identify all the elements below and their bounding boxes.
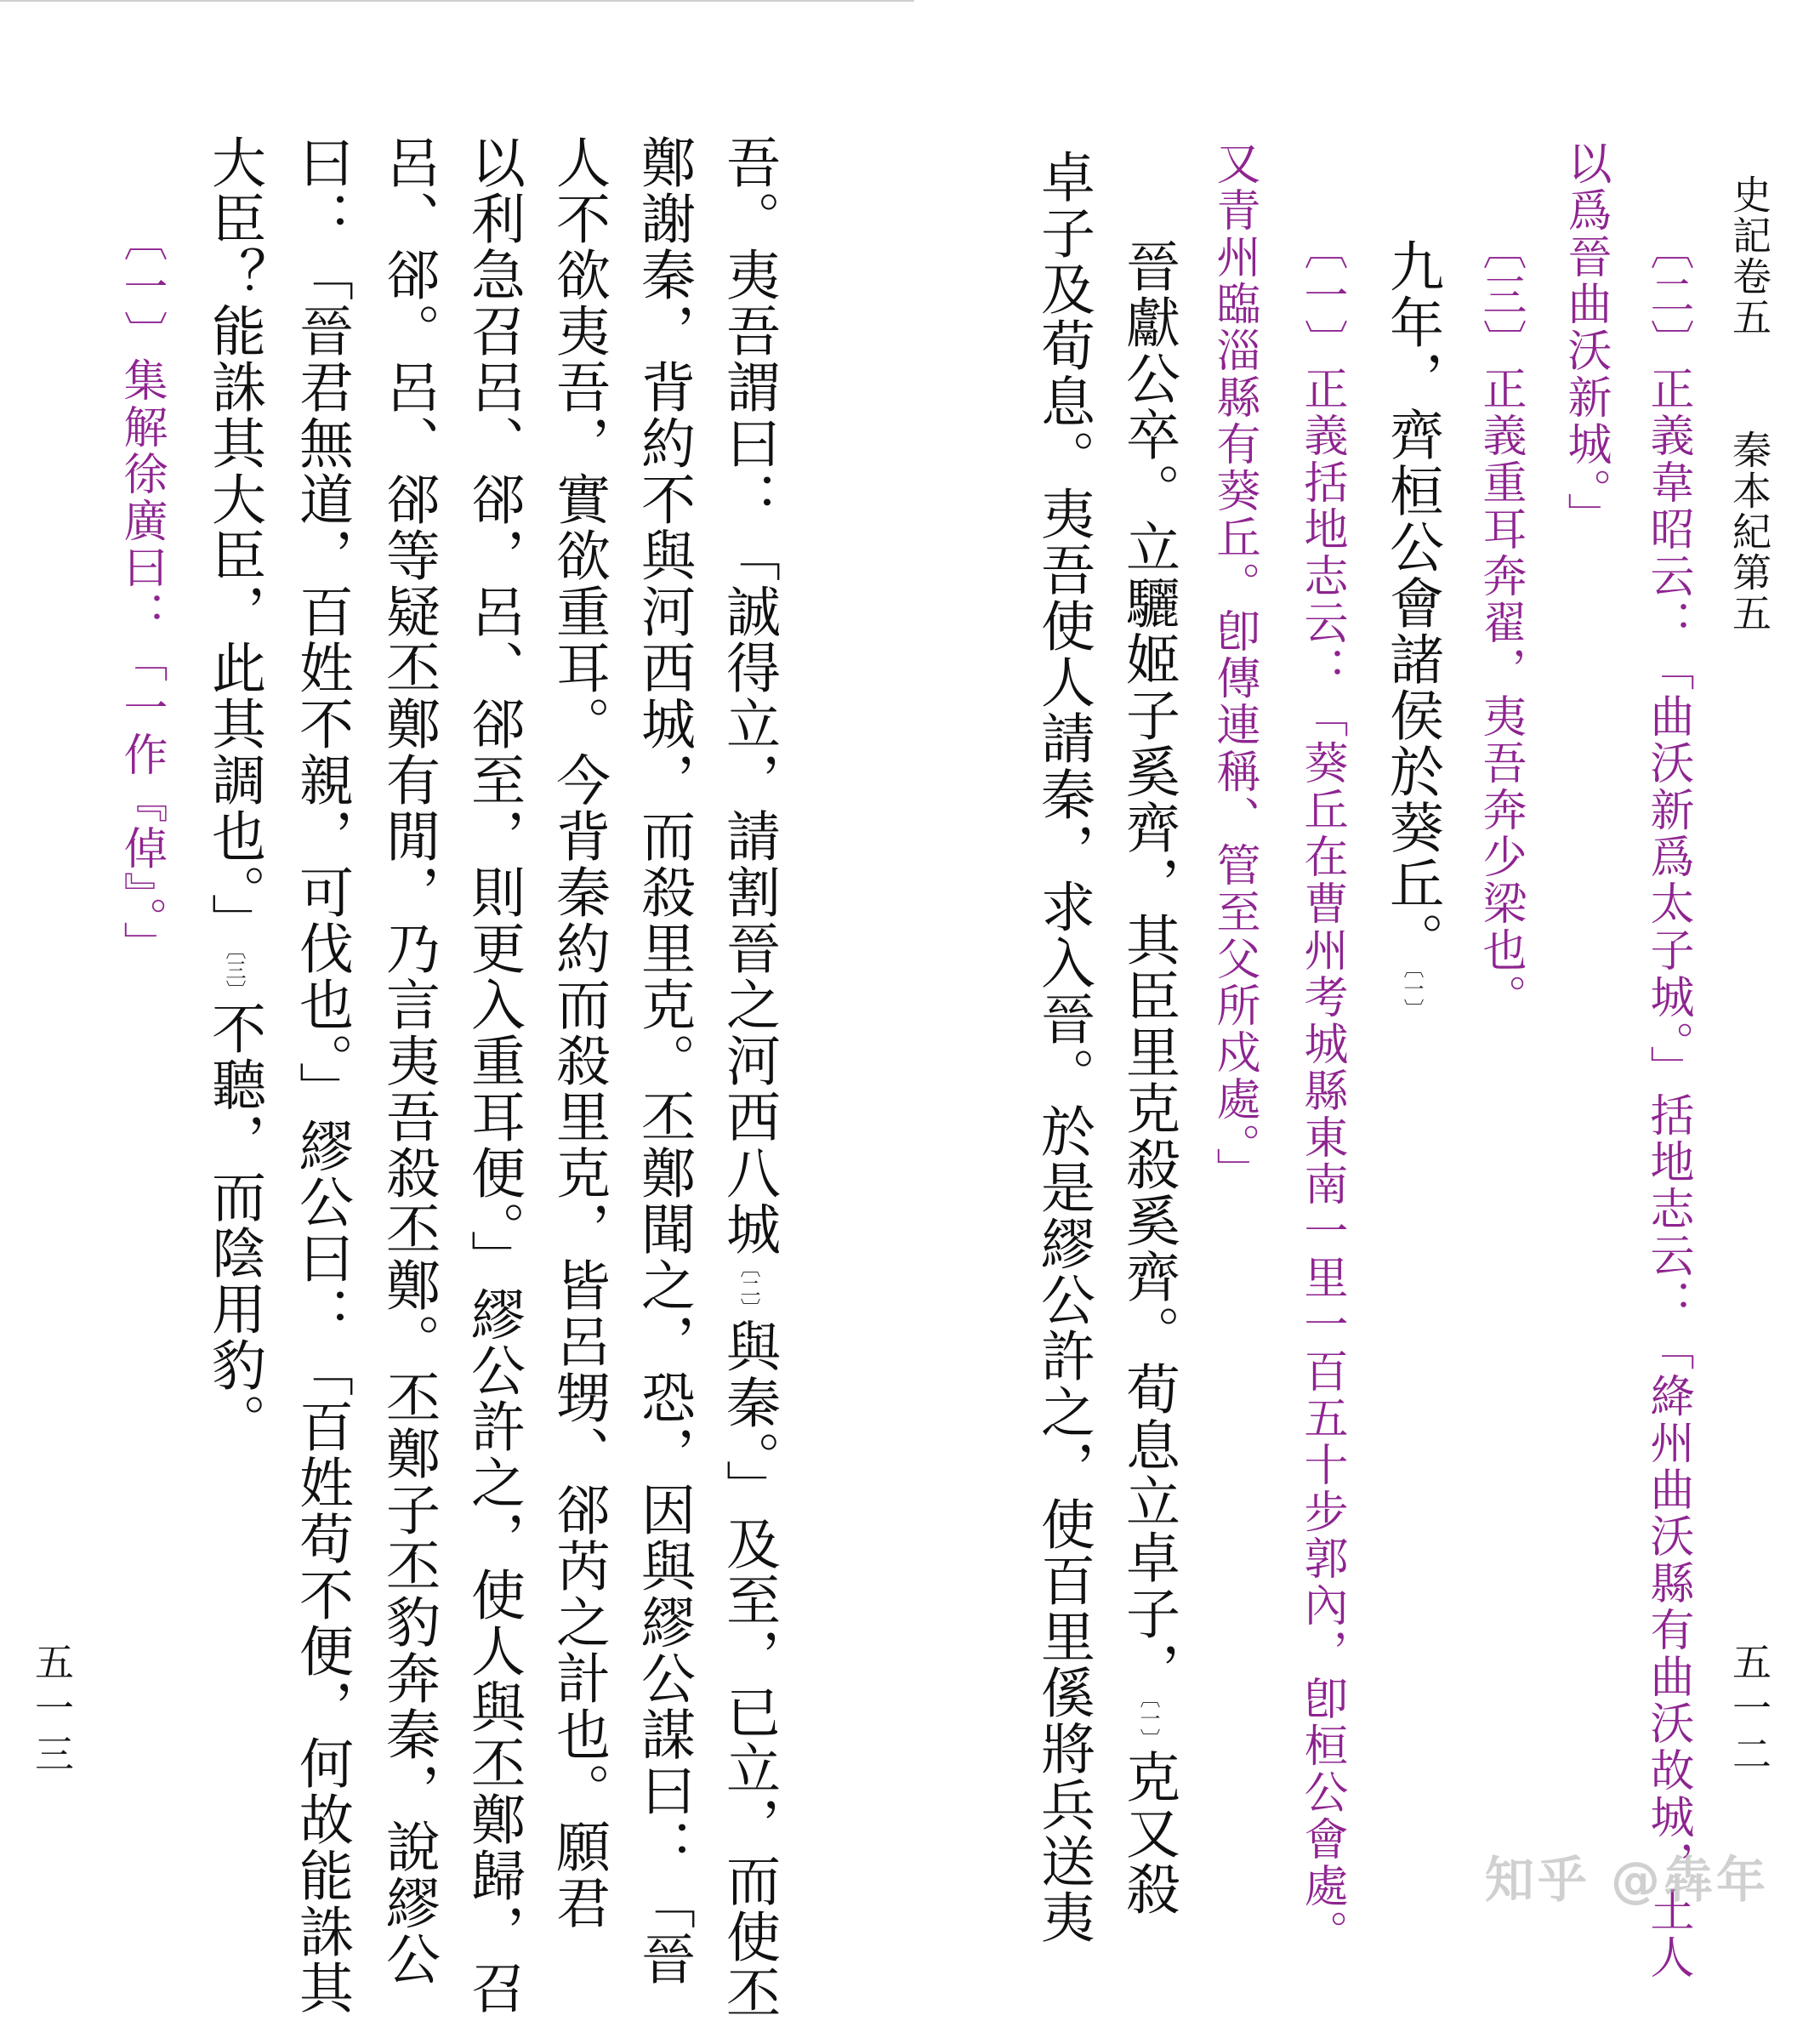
main-text-line xyxy=(1117,238,1180,1917)
main-text-segment: 與秦。」及至，已立，而使丕 xyxy=(717,1318,780,2021)
annotation-line: 以爲晉曲沃新城。」 xyxy=(1560,140,1611,539)
main-text-line: 卓子及荀息。夷吾使人請秦，求入晉。於是繆公許之，使百里傒將兵送夷 xyxy=(1032,149,1095,1945)
footnote-ref: 〔一〕 xyxy=(1400,968,1424,1019)
annotation-line: 〔一〕集解徐廣曰：「一作『倬』。」 xyxy=(116,217,167,968)
footnote-ref: 〔一〕 xyxy=(1136,1698,1160,1749)
main-text-segment: 克又殺 xyxy=(1117,1749,1180,1917)
annotation-line: 〔一〕正義括地志云：「葵丘在曹州考城縣東南一里一百五十步郭內，卽桓公會處。 xyxy=(1296,225,1347,1956)
main-text-segment: 大臣？能誅其大臣，此其調也。」 xyxy=(202,134,265,949)
main-text-line xyxy=(717,134,780,2021)
main-text-segment: 吾。夷吾謂曰：「誠得立，請割晉之河西八城 xyxy=(717,134,780,1257)
main-text-segment: 九年，齊桓公會諸侯於葵丘。 xyxy=(1380,238,1443,968)
annotation-line: 〔二〕正義韋昭云：「曲沃新爲太子城。」括地志云：「絳州曲沃縣有曲沃故城，土人 xyxy=(1642,225,1693,1981)
main-text-line: 曰：「晉君無道，百姓不親，可伐也。」繆公曰：「百姓苟不便，何故能誅其 xyxy=(290,134,353,2016)
main-text-line: 呂、郤。呂、郤等疑丕鄭有閒，乃言夷吾殺丕鄭。丕鄭子丕豹奔秦，說繆公 xyxy=(377,134,440,1987)
running-header-book: 史記卷五 xyxy=(1726,174,1772,338)
right-page xyxy=(910,0,1820,1981)
main-text-segment: 晉獻公卒。立驪姬子奚齊，其臣里克殺奚齊。荀息立卓子， xyxy=(1117,238,1180,1698)
main-text-line xyxy=(202,134,265,1449)
annotation-line: 〔三〕正義重耳奔翟，夷吾奔少梁也。 xyxy=(1475,225,1526,1021)
main-text-line xyxy=(1380,238,1443,1019)
footnote-ref: 〔二〕 xyxy=(737,1257,760,1318)
main-text-segment: 不聽，而陰用豹。 xyxy=(202,1000,265,1449)
page-number-right: 五一二 xyxy=(1726,1642,1772,1779)
main-text-line: 人不欲夷吾，實欲重耳。今背秦約而殺里克，皆呂甥、郤芮之計也。願君 xyxy=(547,134,610,1931)
annotation-line: 又青州臨淄縣有葵丘。卽傳連稱、管至父所戍處。」 xyxy=(1209,140,1260,1194)
footnote-ref: 〔三〕 xyxy=(222,949,246,1000)
running-header-chapter: 秦本紀第五 xyxy=(1726,430,1772,634)
main-text-line: 以利急召呂、郤，呂、郤至，則更入重耳便。」繆公許之，使人與丕鄭歸，召 xyxy=(462,134,525,2016)
watermark-text: 知乎 @犇年 xyxy=(1484,1851,1769,1909)
main-text-line: 鄭謝秦，背約不與河西城，而殺里克。丕鄭聞之，恐，因與繆公謀曰：「晉 xyxy=(632,134,695,1987)
page-number-left: 五一三 xyxy=(29,1642,75,1779)
